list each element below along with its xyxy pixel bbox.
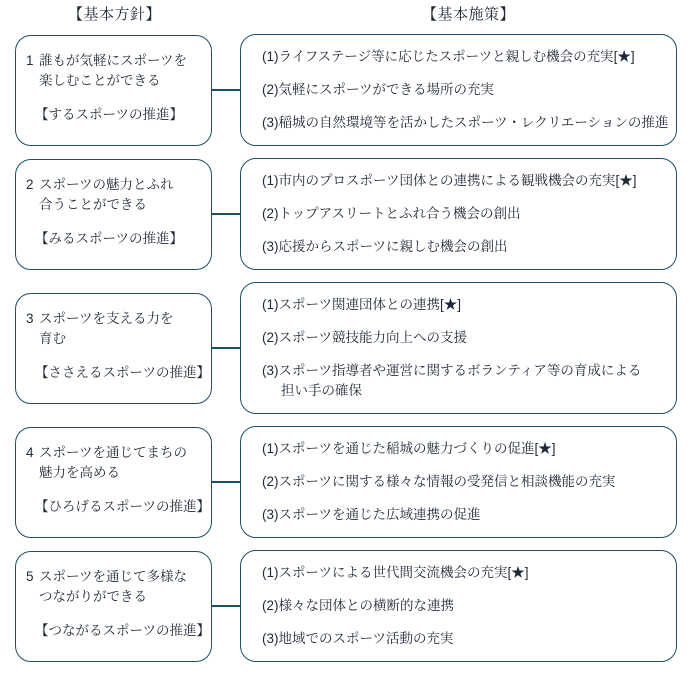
policy-line-text: スポーツの魅力とふれ <box>39 176 174 192</box>
measure-item <box>262 113 671 133</box>
measure-item <box>262 361 671 401</box>
policy-category-tag: 【ささえるスポーツの推進】 <box>35 364 210 380</box>
measures-box <box>240 282 677 414</box>
policy-category-tag: 【つながるスポーツの推進】 <box>35 622 210 638</box>
policy-line-text: 楽しむことができる <box>39 72 161 88</box>
measure-item <box>262 629 671 649</box>
measure-item <box>262 47 671 67</box>
measure-line: (1)ライフステージ等に応じたスポーツと親しむ機会の充実[★] <box>262 49 635 64</box>
connector-line <box>212 481 240 483</box>
connector-line <box>212 213 240 215</box>
policy-line-text: 合うことができる <box>39 196 147 212</box>
policy-number: 3 <box>26 310 34 326</box>
measure-line: (1)スポーツを通じた稲城の魅力づくりの促進[★] <box>262 441 556 456</box>
policy-line <box>26 175 205 195</box>
policy-box <box>15 159 212 270</box>
measure-item <box>262 505 671 525</box>
policy-line <box>26 309 205 329</box>
measure-item <box>262 80 671 100</box>
measure-line: 担い手の確保 <box>281 383 362 398</box>
measures-box <box>240 158 677 270</box>
policy-box <box>15 35 212 146</box>
policy-line-text: スポーツを通じてまちの <box>39 444 187 460</box>
measure-line: (1)スポーツによる世代間交流機会の充実[★] <box>262 565 529 580</box>
policy-number: 2 <box>26 176 34 192</box>
policy-row <box>15 426 677 538</box>
policy-category-tag: 【ひろげるスポーツの推進】 <box>35 498 210 514</box>
policy-number: 1 <box>26 52 34 68</box>
measure-line: (2)様々な団体との横断的な連携 <box>262 598 454 613</box>
policy-box <box>15 551 212 662</box>
policy-line-text: スポーツを通じて多様な <box>39 568 187 584</box>
measure-item <box>262 472 671 492</box>
measure-line: (1)スポーツ関連団体との連携[★] <box>262 297 461 312</box>
measure-line: (3)スポーツ指導者や運営に関するボランティア等の育成による <box>262 363 642 378</box>
measure-item <box>262 596 671 616</box>
measure-line: (3)稲城の自然環境等を活かしたスポーツ・レクリエーションの推進 <box>262 115 669 130</box>
measure-item <box>262 204 671 224</box>
connector-line <box>212 89 240 91</box>
measures-box <box>240 426 677 538</box>
measure-item <box>262 237 671 257</box>
measures-box <box>240 550 677 662</box>
policy-line-text: 魅力を高める <box>39 464 120 480</box>
policy-row <box>15 34 677 146</box>
policy-row <box>15 282 677 414</box>
policy-line-text: つながりができる <box>39 588 147 604</box>
measure-line: (1)市内のプロスポーツ団体との連携による観戦機会の充実[★] <box>262 173 637 188</box>
policy-box <box>15 427 212 538</box>
diagram-rows <box>15 34 677 662</box>
basic-policy-column-header: 【基本方針】 <box>68 6 162 23</box>
measure-line: (2)スポーツ競技能力向上への支援 <box>262 330 467 345</box>
policy-line <box>26 443 205 463</box>
policy-number: 4 <box>26 444 34 460</box>
policy-line <box>26 567 205 587</box>
policy-box <box>15 293 212 404</box>
measure-line: (3)地域でのスポーツ活動の充実 <box>262 631 454 646</box>
policy-line-text: 誰もが気軽にスポーツを <box>39 52 187 68</box>
policy-category-tag: 【みるスポーツの推進】 <box>35 230 183 246</box>
policy-line-text: スポーツを支える力を <box>39 310 174 326</box>
measure-line: (2)気軽にスポーツができる場所の充実 <box>262 82 494 97</box>
basic-measures-column-header: 【基本施策】 <box>422 6 516 23</box>
policy-number: 5 <box>26 568 34 584</box>
measure-item <box>262 328 671 348</box>
measure-line: (3)スポーツを通じた広域連携の促進 <box>262 507 481 522</box>
measure-line: (3)応援からスポーツに親しむ機会の創出 <box>262 239 508 254</box>
measure-line: (2)スポーツに関する様々な情報の受発信と相談機能の充実 <box>262 474 616 489</box>
measures-box <box>240 34 677 146</box>
measure-item <box>262 171 671 191</box>
measure-item <box>262 295 671 315</box>
connector-line <box>212 347 240 349</box>
policy-row <box>15 550 677 662</box>
policy-line <box>26 51 205 71</box>
policy-line-text: 育む <box>39 330 66 346</box>
measure-item <box>262 563 671 583</box>
policy-category-tag: 【するスポーツの推進】 <box>35 106 183 122</box>
measure-item <box>262 439 671 459</box>
connector-line <box>212 605 240 607</box>
policy-row <box>15 158 677 270</box>
measure-line: (2)トップアスリートとふれ合う機会の創出 <box>262 206 521 221</box>
